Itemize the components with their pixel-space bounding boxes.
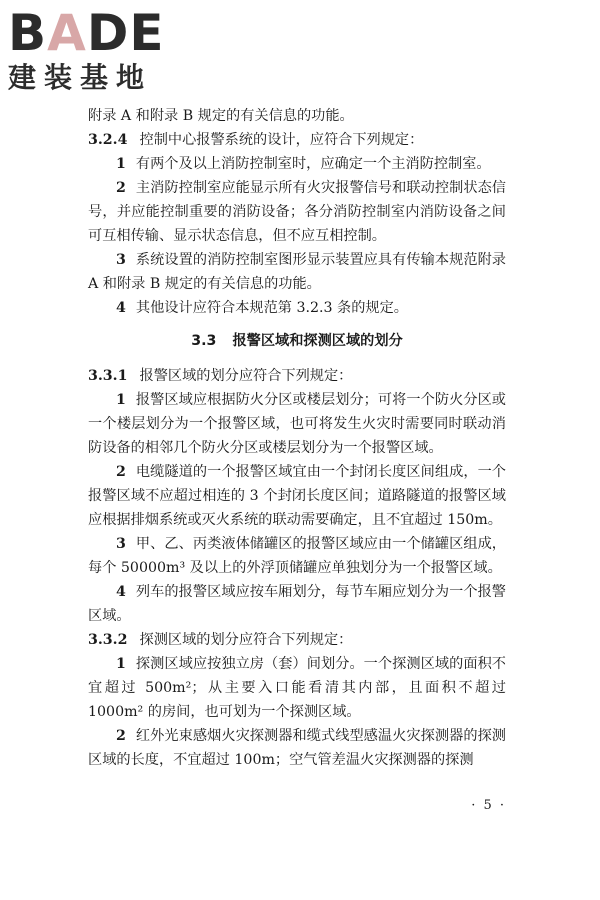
clause-3-2-4-item-1: 1 有两个及以上消防控制室时，应确定一个主消防控制室。 bbox=[116, 156, 491, 172]
clause-3-3-2-item-1: 1 探测区域应按独立房（套）间划分。一个探测区域的面积不宜超过 500m²；从主要入口能看清其内部，且面积不超过 1000m² 的房间，也可划为一个探测区域。 bbox=[88, 656, 506, 720]
clause-3-2-4-item-2: 2 主消防控制室应能显示所有火灾报警信号和联动控制状态信号，并应能控制重要的消防设备；各分消防控制室内消防设备之间可互相传输、显示状态信息，但不应互相控制。 bbox=[88, 180, 506, 244]
page-number: · 5 · bbox=[471, 798, 506, 813]
clause-3-3-2: 3.3.2 探测区域的划分应符合下列规定： bbox=[88, 632, 353, 648]
clause-3-2-4: 3.2.4 控制中心报警系统的设计，应符合下列规定： bbox=[88, 132, 424, 148]
clause-3-3-1-item-1: 1 报警区域应根据防火分区或楼层划分；可将一个防火分区或一个楼层划分为一个报警区域，也可将发生火灾时需要同时联动消防设备的相邻几个防火分区或楼层划分为一个报警区域。 bbox=[88, 392, 506, 456]
clause-3-3-1: 3.3.1 报警区域的划分应符合下列规定： bbox=[88, 368, 353, 384]
clause-3-2-4-item-4: 4 其他设计应符合本规范第 3.2.3 条的规定。 bbox=[116, 300, 408, 316]
clause-3-3-2-item-2: 2 红外光束感烟火灾探测器和缆式线型感温火灾探测器的探测区域的长度，不宜超过 100m；空气管差温火灾探测器的探测 bbox=[88, 728, 506, 768]
clause-3-3-1-item-4: 4 列车的报警区域应按车厢划分，每节车厢应划分为一个报警区域。 bbox=[88, 584, 506, 624]
brand-logo bbox=[8, 4, 165, 94]
document-body bbox=[88, 104, 506, 772]
clause-3-3-1-item-2: 2 电缆隧道的一个报警区域宜由一个封闭长度区间组成，一个报警区域不应超过相连的 3 个封闭长度区间；道路隧道的报警区域应根据排烟系统或灭火系统的联动需要确定，且不宜超过 150m。 bbox=[88, 464, 506, 528]
section-heading-3-3: 3.3 报警区域和探测区域的划分 bbox=[191, 333, 403, 349]
clause-3-2-4-item-3: 3 系统设置的消防控制室图形显示装置应具有传输本规范附录 A 和附录 B 规定的有关信息的功能。 bbox=[88, 252, 506, 292]
clause-3-3-1-item-3: 3 甲、乙、丙类液体储罐区的报警区域应由一个储罐区组成，每个 50000m³ 及以上的外浮顶储罐应单独划分为一个报警区域。 bbox=[88, 536, 506, 576]
brand-wordmark: BADE bbox=[8, 4, 165, 62]
brand-subtitle: 建装基地 bbox=[8, 61, 153, 94]
continued-paragraph: 附录 A 和附录 B 规定的有关信息的功能。 bbox=[88, 108, 354, 124]
